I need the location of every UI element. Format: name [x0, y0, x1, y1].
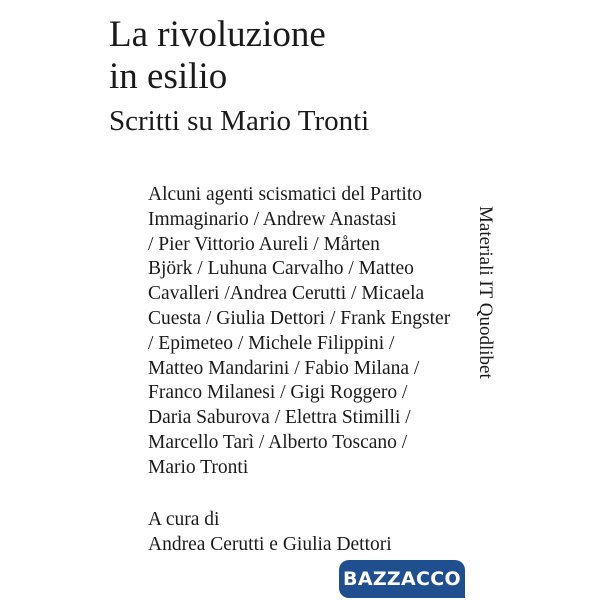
authors-line: Franco Milanesi / Gigi Roggero /	[148, 382, 408, 404]
authors-list	[148, 183, 478, 481]
series-publisher: Materiali IT Quodlibet	[475, 206, 496, 379]
editor-names: Andrea Cerutti e Giulia Dettori	[148, 533, 392, 555]
editor-label: A cura di	[148, 509, 220, 530]
bazzacco-badge: BAZZACCO	[339, 560, 465, 598]
authors-line: Immaginario / Andrew Anastasi	[148, 208, 397, 230]
authors-line: Daria Saburova / Elettra Stimilli /	[148, 407, 411, 429]
authors-line: Björk / Luhuna Carvalho / Matteo	[148, 258, 414, 280]
book-subtitle: Scritti su Mario Tronti	[109, 105, 370, 137]
authors-line: Matteo Mandarini / Fabio Milana /	[148, 357, 420, 379]
editor-credit	[148, 508, 392, 558]
authors-line: Cuesta / Giulia Dettori / Frank Engster	[148, 307, 451, 329]
authors-line: Alcuni agenti scismatici del Partito	[148, 184, 423, 205]
authors-line: / Epimeteo / Michele Filippini /	[148, 332, 395, 354]
title-line-2: in esilio	[109, 56, 228, 97]
authors-line: Mario Tronti	[148, 456, 249, 478]
title-line-1: La rivoluzione	[109, 14, 326, 55]
authors-line: / Pier Vittorio Aureli / Mårten	[148, 233, 380, 255]
book-title	[109, 14, 326, 98]
authors-line: Cavalleri /Andrea Cerutti / Micaela	[148, 283, 425, 305]
authors-line: Marcello Tarì / Alberto Toscano /	[148, 431, 408, 453]
